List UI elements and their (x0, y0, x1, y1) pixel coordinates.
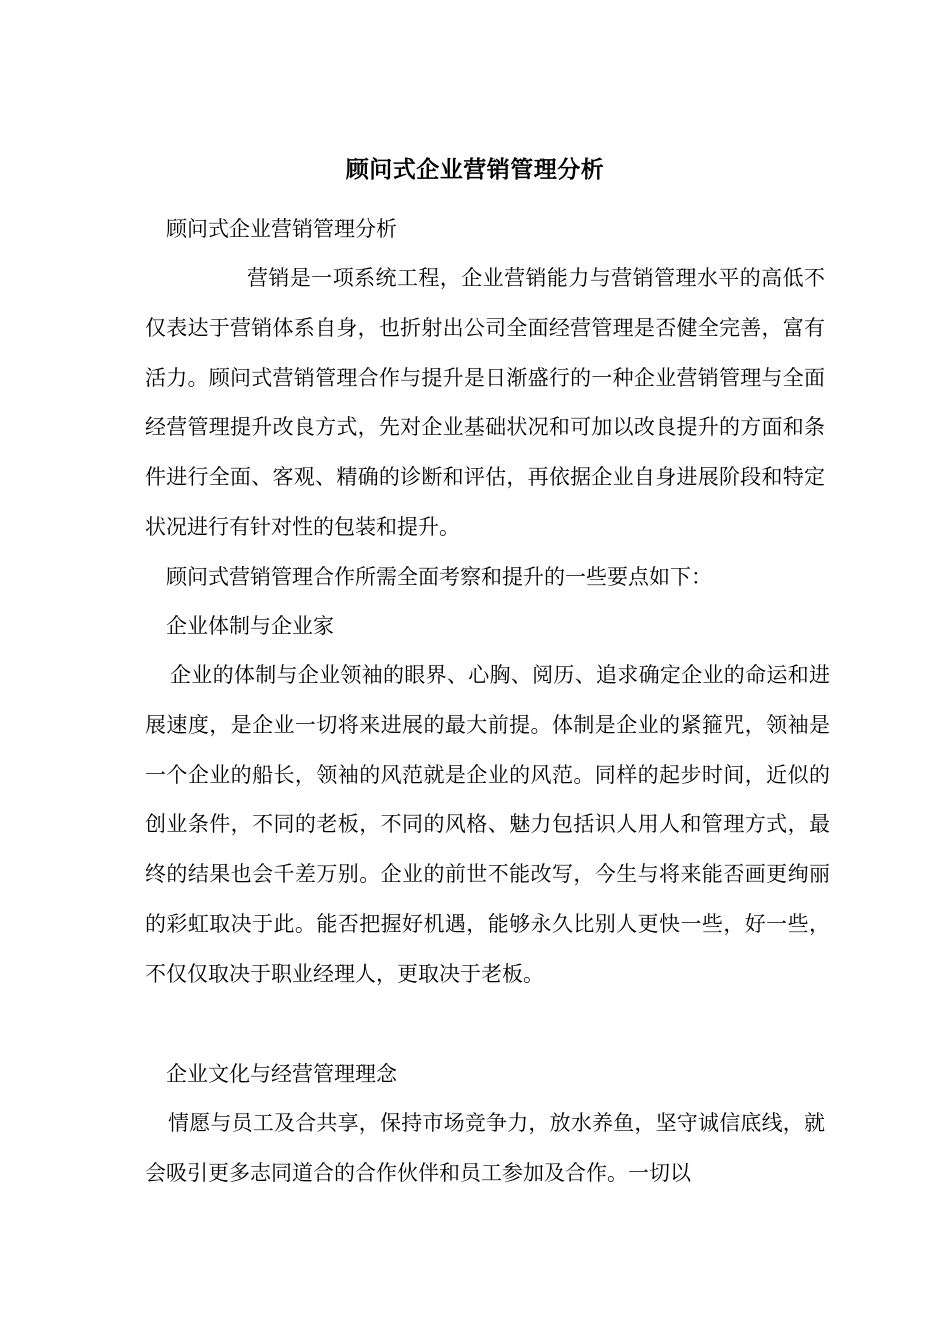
section-heading-culture: 企业文化与经营管理理念 (166, 1062, 397, 1086)
section-body-culture: 情愿与员工及合共享，保持市场竞争力，放水养鱼，坚守诚信底线，就会吸引更多志同道合的合作伙伴和员工参加及合作。一切以 (145, 1111, 825, 1185)
document-title: 顾问式企业营销管理分析 (345, 156, 605, 183)
points-lead-line: 顾问式营销管理合作所需全面考察和提升的一些要点如下： (166, 565, 712, 589)
document-subtitle: 顾问式企业营销管理分析 (166, 217, 397, 241)
intro-paragraph: 营销是一项系统工程，企业营销能力与营销管理水平的高低不仅表达于营销体系自身，也折射出公司全面经营管理是否健全完善，富有活力。顾问式营销管理合作与提升是日渐盛行的一种企业营销管理与全面经营管理提升改良方式，先对企业基础状况和可加以改良提升的方面和条件进行全面、客观、精确的诊断和评估，再依据企业自身进展阶段和特定状况进行有针对性的包装和提升。 (145, 266, 825, 539)
section-heading-enterprise-system: 企业体制与企业家 (166, 614, 334, 638)
section-body-enterprise-system: 企业的体制与企业领袖的眼界、心胸、阅历、追求确定企业的命运和进展速度，是企业一切将来进展的最大前提。体制是企业的紧箍咒，领袖是一个企业的船长，领袖的风范就是企业的风范。同样的起步时间，近似的创业条件，不同的老板，不同的风格、魅力包括识人用人和管理方式，最终的结果也会千差万别。企业的前世不能改写，今生与将来能否画更绚丽的彩虹取决于此。能否把握好机遇，能够永久比别人更快一些，好一些，不仅仅取决于职业经理人，更取决于老板。 (145, 663, 830, 986)
